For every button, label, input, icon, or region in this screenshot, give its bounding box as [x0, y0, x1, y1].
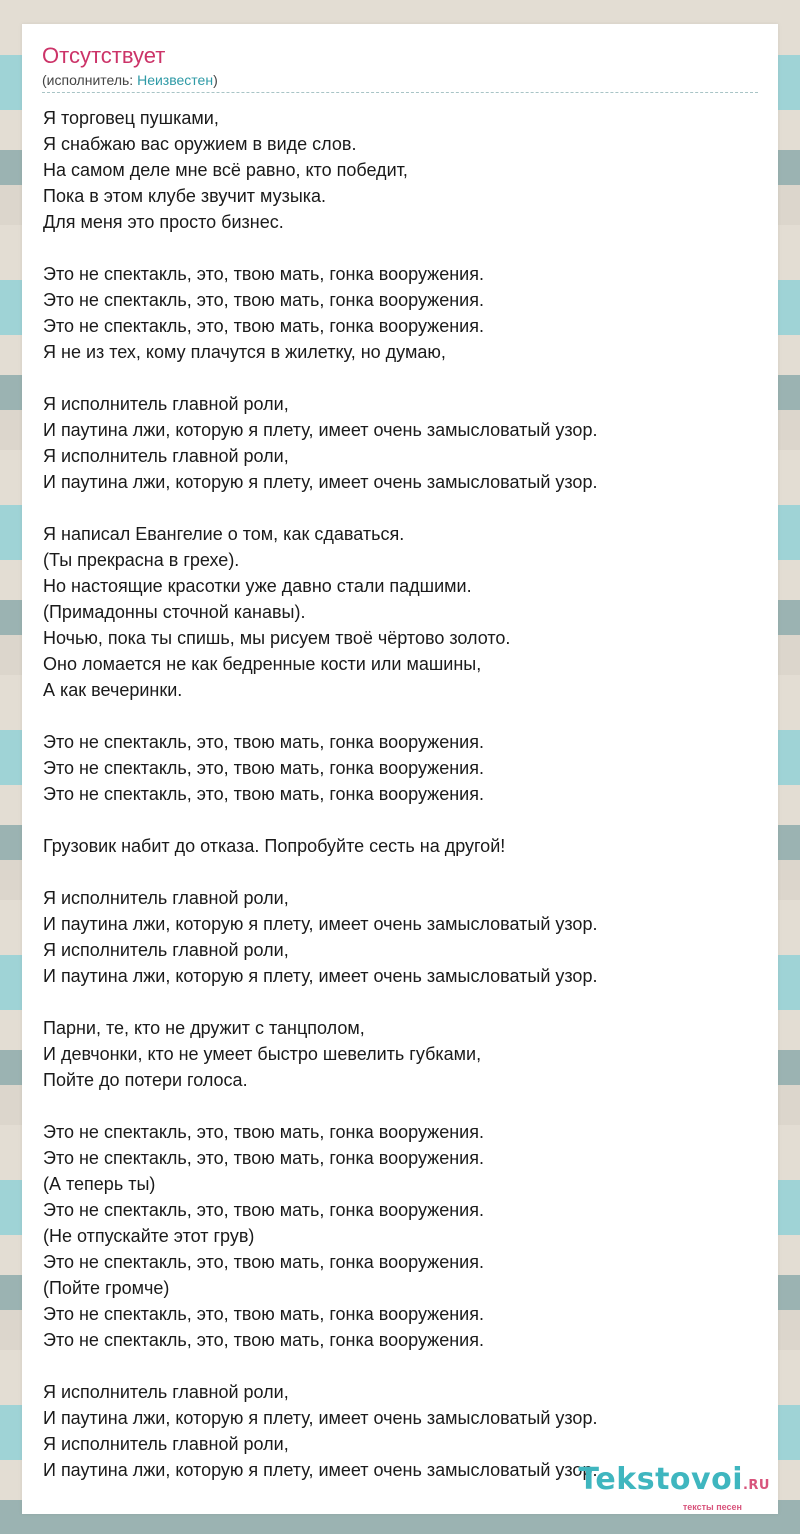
- lyric-line: Я исполнитель главной роли,: [43, 888, 289, 908]
- lyric-line: (А теперь ты): [43, 1174, 156, 1194]
- lyric-line: И паутина лжи, которую я плету, имеет очень замысловатый узор.: [43, 966, 598, 986]
- lyric-line: Это не спектакль, это, твою мать, гонка вооружения.: [43, 1330, 484, 1350]
- lyric-line: Я снабжаю вас оружием в виде слов.: [43, 134, 357, 154]
- lyric-line: Это не спектакль, это, твою мать, гонка вооружения.: [43, 1122, 484, 1142]
- lyric-line: Пойте до потери голоса.: [43, 1070, 248, 1090]
- song-title: Отсутствует: [42, 43, 166, 68]
- lyric-line: Я не из тех, кому плачутся в жилетку, но думаю,: [43, 342, 446, 362]
- lyric-line: Пока в этом клубе звучит музыка.: [43, 186, 327, 206]
- stanza-break: [43, 1093, 759, 1119]
- lyric-line: Это не спектакль, это, твою мать, гонка вооружения.: [43, 1148, 484, 1168]
- logo-tld: .RU: [742, 1478, 770, 1493]
- lyric-line: Грузовик набит до отказа. Попробуйте сесть на другой!: [43, 836, 506, 856]
- site-logo[interactable]: [578, 1464, 770, 1512]
- lyric-line: Я исполнитель главной роли,: [43, 446, 289, 466]
- lyric-line: Я исполнитель главной роли,: [43, 1382, 289, 1402]
- stanza-break: [43, 235, 759, 261]
- lyric-line: Это не спектакль, это, твою мать, гонка вооружения.: [43, 1252, 484, 1272]
- lyric-line: И паутина лжи, которую я плету, имеет очень замысловатый узор.: [43, 420, 598, 440]
- lyric-line: На самом деле мне всё равно, кто победит,: [43, 160, 408, 180]
- lyric-line: И паутина лжи, которую я плету, имеет очень замысловатый узор.: [43, 1460, 598, 1480]
- lyric-line: И девчонки, кто не умеет быстро шевелить губками,: [43, 1044, 482, 1064]
- logo-main-text: Tekstovoi: [578, 1462, 743, 1497]
- stanza-break: [43, 989, 759, 1015]
- lyric-line: (Ты прекрасна в грехе).: [43, 550, 240, 570]
- lyric-line: Это не спектакль, это, твою мать, гонка вооружения.: [43, 1200, 484, 1220]
- lyrics-text: [43, 105, 759, 1483]
- logo-wordmark: [578, 1464, 770, 1502]
- stanza-break: [43, 703, 759, 729]
- lyric-line: (Не отпускайте этот грув): [43, 1226, 255, 1246]
- lyric-line: (Примадонны сточной канавы).: [43, 602, 306, 622]
- lyric-line: Это не спектакль, это, твою мать, гонка вооружения.: [43, 758, 484, 778]
- lyric-line: Я торговец пушками,: [43, 108, 219, 128]
- lyric-line: Я исполнитель главной роли,: [43, 940, 289, 960]
- stanza-break: [43, 859, 759, 885]
- stanza-break: [43, 365, 759, 391]
- lyric-line: Это не спектакль, это, твою мать, гонка вооружения.: [43, 316, 484, 336]
- lyric-line: Это не спектакль, это, твою мать, гонка вооружения.: [43, 264, 484, 284]
- lyric-line: Ночью, пока ты спишь, мы рисуем твоё чёртово золото.: [43, 628, 511, 648]
- lyric-line: И паутина лжи, которую я плету, имеет очень замысловатый узор.: [43, 914, 598, 934]
- artist-line: [42, 70, 758, 90]
- artist-prefix: (исполнитель:: [42, 72, 138, 88]
- stanza-break: [43, 807, 759, 833]
- lyric-line: Я написал Евангелие о том, как сдаваться.: [43, 524, 405, 544]
- logo-tagline: тексты песен: [682, 1502, 742, 1512]
- artist-link[interactable]: Неизвестен: [137, 72, 214, 88]
- stanza-break: [43, 495, 759, 521]
- lyric-line: Я исполнитель главной роли,: [43, 394, 289, 414]
- lyric-line: (Пойте громче): [43, 1278, 170, 1298]
- lyrics-card: [22, 24, 778, 1514]
- lyric-line: Я исполнитель главной роли,: [43, 1434, 289, 1454]
- lyric-line: И паутина лжи, которую я плету, имеет очень замысловатый узор.: [43, 472, 598, 492]
- stanza-break: [43, 1353, 759, 1379]
- lyric-line: Для меня это просто бизнес.: [43, 212, 284, 232]
- lyric-line: Оно ломается не как бедренные кости или машины,: [43, 654, 482, 674]
- artist-suffix: ): [213, 72, 218, 88]
- lyric-line: Это не спектакль, это, твою мать, гонка вооружения.: [43, 784, 484, 804]
- lyric-line: Это не спектакль, это, твою мать, гонка вооружения.: [43, 1304, 484, 1324]
- lyric-line: А как вечеринки.: [43, 680, 183, 700]
- song-header: [42, 42, 758, 93]
- lyric-line: Это не спектакль, это, твою мать, гонка вооружения.: [43, 732, 484, 752]
- lyric-line: Это не спектакль, это, твою мать, гонка вооружения.: [43, 290, 484, 310]
- lyric-line: Но настоящие красотки уже давно стали падшими.: [43, 576, 472, 596]
- lyric-line: Парни, те, кто не дружит с танцполом,: [43, 1018, 365, 1038]
- lyric-line: И паутина лжи, которую я плету, имеет очень замысловатый узор.: [43, 1408, 598, 1428]
